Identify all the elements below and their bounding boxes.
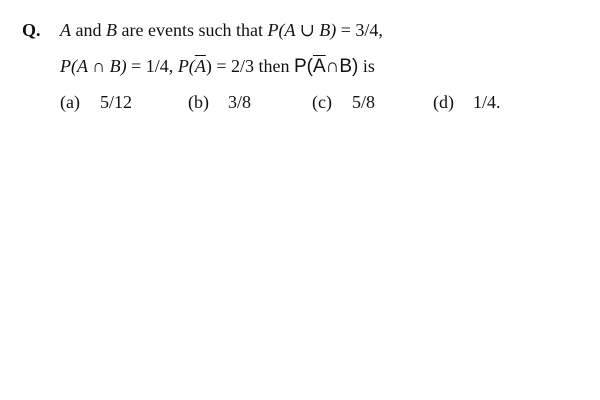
- question-line-2: [60, 54, 375, 79]
- option-b-label: (b): [188, 92, 209, 112]
- option-c-label: (c): [312, 92, 332, 112]
- option-c-value: 5/8: [352, 92, 376, 112]
- text-is: is: [358, 56, 375, 76]
- intersection-value: = 1/4,: [126, 56, 178, 76]
- text-are-events: are events such that: [117, 20, 268, 40]
- option-a-value: 5/12: [100, 92, 133, 112]
- option-d: [433, 90, 501, 114]
- option-a-label: (a): [60, 92, 80, 112]
- expr-p-close: ): [205, 56, 212, 76]
- option-a: [60, 90, 132, 114]
- var-a-bar: $\overline{A}$: [194, 56, 206, 76]
- var-b: B: [106, 20, 117, 40]
- question-line-1: [60, 18, 383, 42]
- expr-final-open: P(: [293, 56, 313, 77]
- union-value: = 3/4,: [336, 20, 383, 40]
- text-and: and: [71, 20, 106, 40]
- expr-union: P(A ∪ B): [267, 20, 337, 40]
- option-b-value: 3/8: [228, 92, 252, 112]
- expr-final-a-bar: $\overline{A}$: [312, 56, 326, 77]
- expr-intersection: P(A ∩ B): [60, 56, 127, 76]
- expr-final-close: ∩B): [325, 56, 359, 77]
- question-label: Q.: [22, 20, 41, 40]
- var-a: A: [60, 20, 71, 40]
- complement-value: = 2/3 then: [211, 56, 294, 76]
- option-b: [188, 90, 251, 114]
- expr-p-open: P(: [177, 56, 195, 76]
- option-d-label: (d): [433, 92, 454, 112]
- option-c: [312, 90, 375, 114]
- option-d-value: 1/4.: [473, 92, 501, 112]
